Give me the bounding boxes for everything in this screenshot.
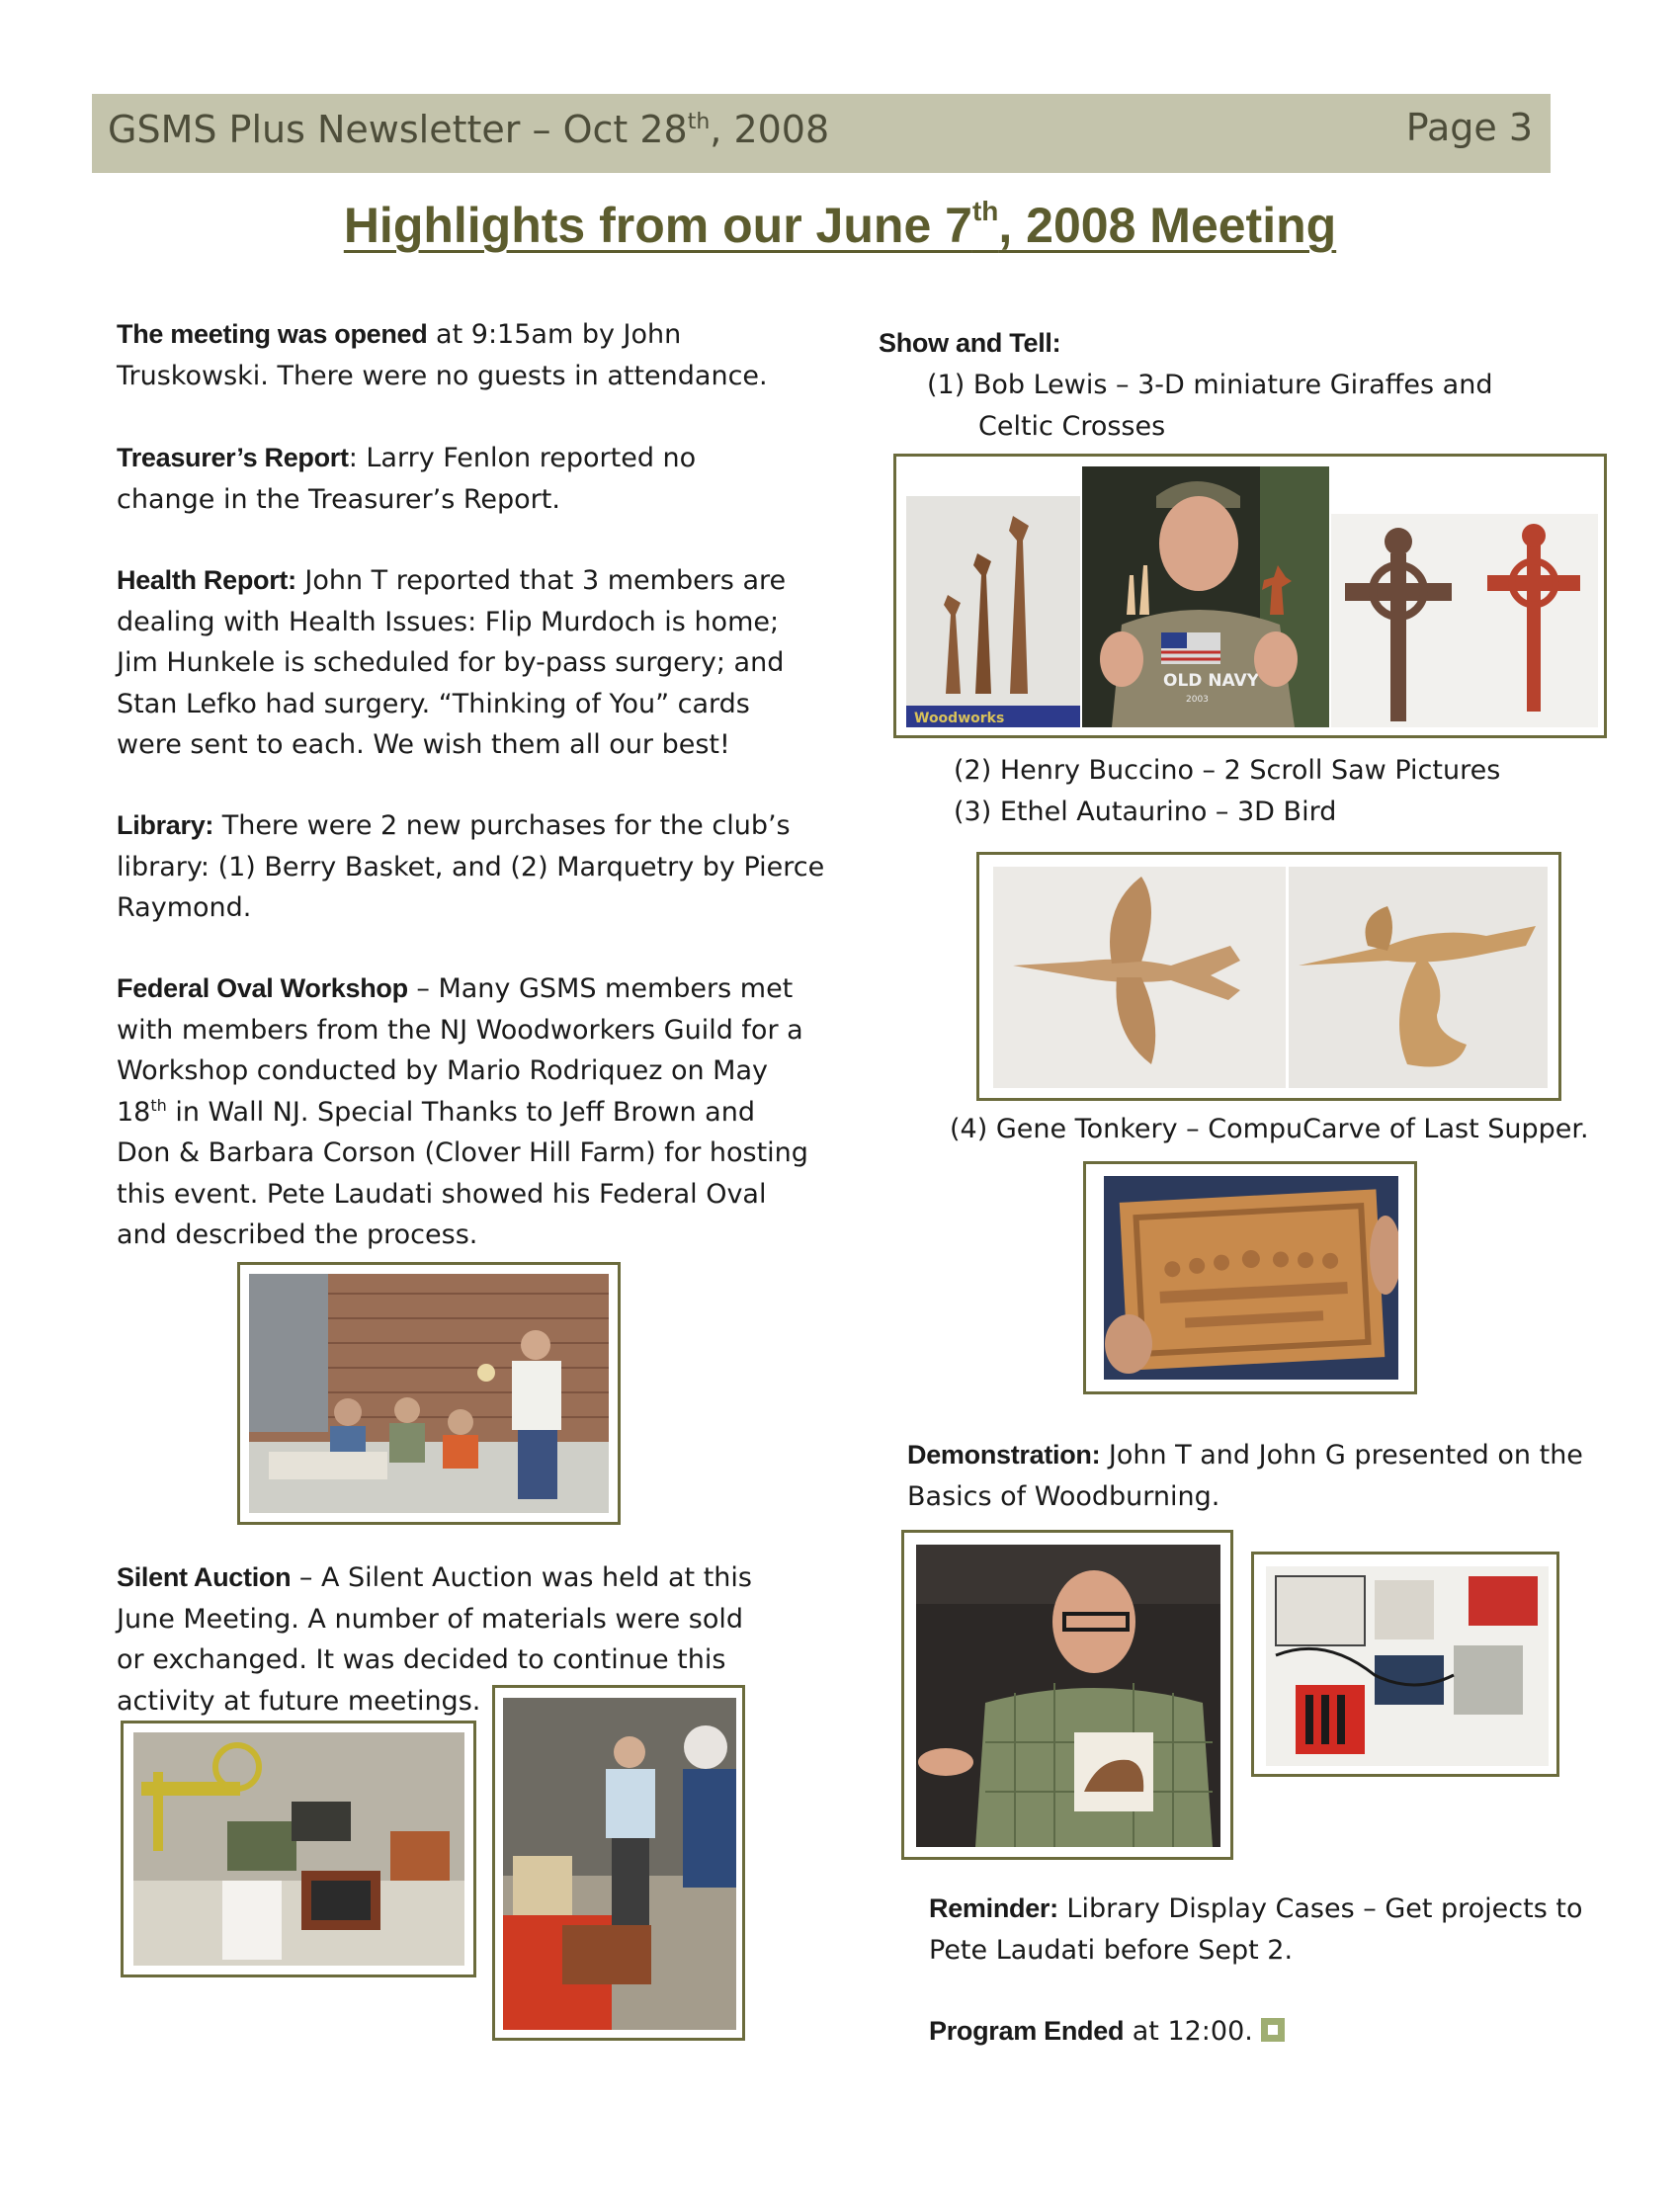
bird-photo-1 <box>993 867 1286 1088</box>
library-paragraph: Library: There were 2 new purchases for the club’s library: (1) Berry Basket, and (2) Marquetry by Pierce Raymond. <box>117 810 825 923</box>
woodburning-tools-photo <box>1266 1566 1549 1766</box>
show-tell-items-2-3: (2) Henry Buccino – 2 Scroll Saw Pictures (3) Ethel Autaurino – 3D Bird <box>954 755 1501 827</box>
auction-paragraph: Silent Auction – A Silent Auction was held at this June Meeting. A number of materials were sold or exchanged. It was decided to continue this activity at future meetings. <box>117 1562 752 1717</box>
header-bar <box>92 94 1551 173</box>
giraffes-photo <box>906 496 1080 727</box>
show-tell-item-4: (4) Gene Tonkery – CompuCarve of Last Supper. <box>950 1114 1589 1144</box>
auction-people-photo <box>503 1698 736 2030</box>
auction-photo-1-frame <box>121 1721 476 1977</box>
workshop-photo <box>249 1274 609 1513</box>
woodburning-presenter-photo <box>916 1545 1220 1847</box>
treasurer-paragraph: Treasurer’s Report: Larry Fenlon reported no change in the Treasurer’s Report. <box>117 443 697 515</box>
last-supper-photo-frame <box>1083 1161 1417 1394</box>
page-number: Page 3 <box>1405 106 1533 149</box>
workshop-photo-frame <box>237 1262 621 1525</box>
demonstration-paragraph: Demonstration: John T and John G presented on the Basics of Woodburning. <box>907 1440 1583 1512</box>
show-tell-item-1: (1) Bob Lewis – 3-D miniature Giraffes and Celtic Crosses <box>927 370 1493 442</box>
page-heading: Highlights from our June 7th, 2008 Meeting <box>343 196 1337 253</box>
workshop-paragraph: Federal Oval Workshop – Many GSMS members met with members from the NJ Woodworkers Guild for a Workshop conducted by Mario Rodriquez on May 18th in Wall NJ. Special Thanks to Jeff Brown and Don & Barbara Corson (Clover Hill Farm) for hosting this event. Pete Laudati showed his Federal Oval and described the process. <box>117 973 808 1250</box>
old-navy-year-text: 2003 <box>1186 695 1209 705</box>
bird-photo-2 <box>1289 867 1548 1088</box>
opening-paragraph: The meeting was opened at 9:15am by John Truskowski. There were no guests in attendance. <box>117 319 768 391</box>
program-ended-paragraph: Program Ended at 12:00. <box>929 2011 1285 2053</box>
demo-photo-1-frame <box>901 1530 1233 1860</box>
giraffes-crosses-photo-frame <box>893 454 1607 738</box>
celtic-crosses-photo <box>1331 514 1598 727</box>
show-and-tell-heading: Show and Tell: <box>879 328 1061 358</box>
reminder-paragraph: Reminder: Library Display Cases – Get projects to Pete Laudati before Sept 2. <box>929 1893 1583 1966</box>
old-navy-text: OLD NAVY <box>1163 671 1260 691</box>
health-paragraph: Health Report: John T reported that 3 members are dealing with Health Issues: Flip Murdoch is home; Jim Hunkele is scheduled for by-pass surgery; and Stan Lefko had surgery. “Thinking of You” cards were sent to each. We wish them all our best! <box>117 565 787 760</box>
bob-lewis-photo <box>1082 466 1329 727</box>
last-supper-carving-photo <box>1104 1176 1398 1380</box>
auction-photo-2-frame <box>492 1685 745 2041</box>
auction-tools-photo <box>133 1732 464 1966</box>
demo-photo-2-frame <box>1251 1552 1559 1777</box>
woodworks-logo-text: Woodworks <box>914 711 1005 726</box>
newsletter-title: GSMS Plus Newsletter – Oct 28th, 2008 <box>108 108 830 151</box>
end-of-article-icon <box>1261 2018 1285 2042</box>
bird-photo-frame <box>976 852 1561 1101</box>
